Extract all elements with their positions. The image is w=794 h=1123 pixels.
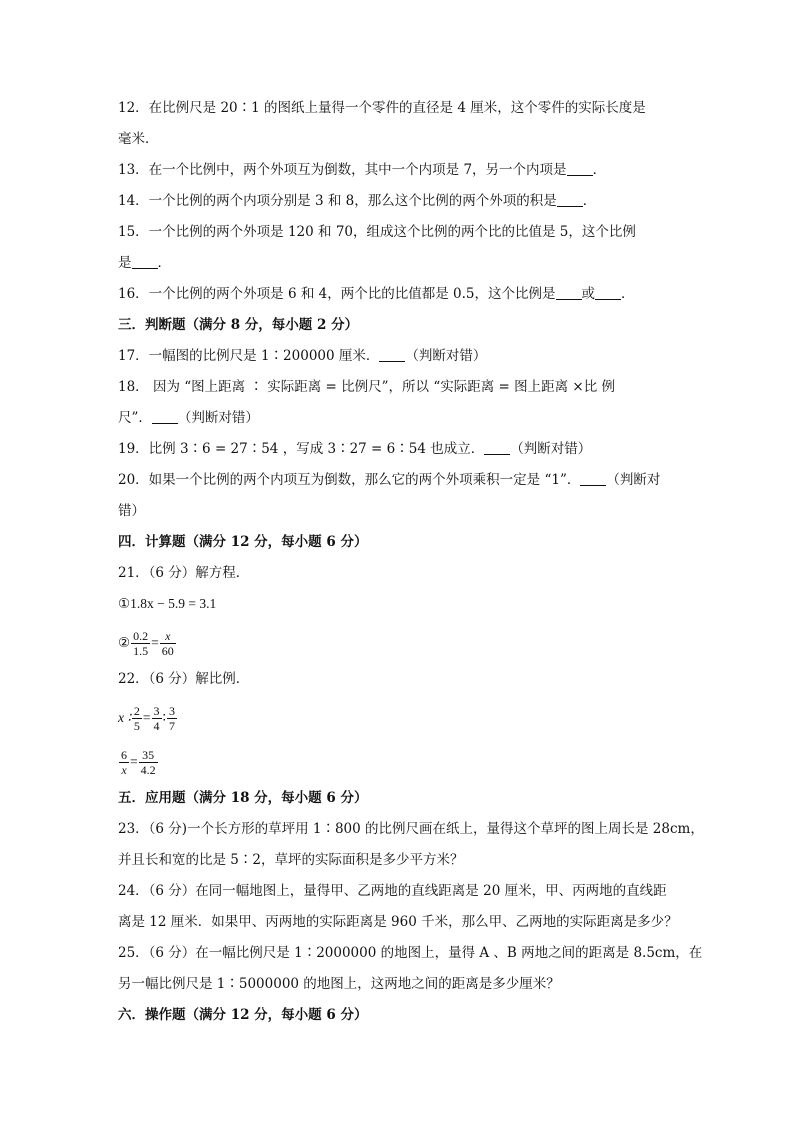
q22-fraction-4 [119, 748, 129, 777]
q19-answer-blank[interactable] [484, 440, 510, 455]
q15-text: 是 [118, 255, 132, 271]
q16-answer-blank-1[interactable] [556, 285, 582, 300]
equals-sign: = [151, 635, 159, 650]
q21-fraction-1 [131, 629, 150, 658]
q17-end: （判断对错） [405, 348, 487, 364]
q23-line1: 23．（6 分)一个长方形的草坪用 1∶800 的比例尺画在纸上，量得这个草坪的图上周长是 28cm， [118, 821, 704, 837]
q17-answer-blank[interactable] [379, 347, 405, 362]
q18-end: （判断对错） [177, 410, 259, 426]
q13-text: 13．在一个比例中，两个外项互为倒数，其中一个内项是 7，另一个内项是 [118, 162, 567, 178]
fraction-denominator: 5 [133, 719, 140, 734]
q16 [118, 284, 678, 304]
q21-equation-1: ①1.8x − 5.9 = 3.1 [118, 596, 217, 611]
fraction-numerator: 3 [169, 704, 176, 719]
q18-answer-blank[interactable] [152, 409, 178, 424]
q20-end: （判断对 [606, 472, 661, 488]
fraction-numerator: x [160, 629, 176, 644]
ratio-colon: ∶ [162, 710, 167, 725]
q22-x-colon: x ∶ [118, 710, 131, 725]
fraction-numerator: 3 [153, 704, 160, 719]
q17 [118, 346, 678, 366]
section-5-heading: 五．应用题（满分 18 分，每小题 6 分） [118, 790, 368, 806]
q19-text: 19．比例 3∶6 = 27∶54 ，写成 3∶27 = 6∶54 也成立． [118, 441, 485, 457]
q21-title: 21．（6 分）解方程． [118, 565, 250, 581]
q13-answer-blank[interactable] [567, 161, 593, 176]
q23-line2: 并且长和宽的比是 5∶2，草坪的实际面积是多少平方米？ [118, 852, 464, 868]
q14-end: ． [582, 193, 597, 209]
q18-text: 尺”． [118, 410, 152, 426]
fraction-denominator: 1.5 [133, 644, 149, 659]
q16-end: ． [621, 286, 635, 302]
q15-answer-blank[interactable] [132, 254, 158, 269]
q16-answer-blank-2[interactable] [595, 285, 621, 300]
q21-eq2-mark: ② [118, 635, 131, 650]
q15-line1: 15．一个比例的两个外项是 120 和 70，组成这个比例的两个比的比值是 5，这个比例 [118, 224, 636, 240]
q22-fraction-2 [152, 704, 162, 733]
section-6-heading: 六．操作题（满分 12 分，每小题 6 分） [118, 1007, 368, 1023]
q21-equation-2 [118, 625, 678, 661]
q25-line1: 25．（6 分）在一幅比例尺是 1∶2000000 的地图上，量得 A 、B 两地之间的距离是 8.5cm，在 [118, 945, 703, 961]
q22-fraction-1 [132, 704, 142, 733]
fraction-denominator: 4 [153, 719, 160, 734]
fraction-denominator: 4.2 [140, 763, 156, 778]
q15-line2 [118, 253, 678, 273]
q22-title: 22．（6 分）解比例． [118, 671, 250, 687]
q21-fraction-2 [160, 629, 176, 658]
fraction-denominator: 60 [161, 644, 174, 659]
q22-fraction-3 [167, 704, 177, 733]
q22-fraction-5 [139, 748, 158, 777]
q12-line2: 毫米． [118, 131, 159, 147]
q13-end: ． [592, 162, 607, 178]
q19 [118, 439, 678, 459]
section-3-heading: 三．判断题（满分 8 分，每小题 2 分） [118, 317, 359, 333]
q12-line1: 12．在比例尺是 20∶1 的图纸上量得一个零件的直径是 4 厘米，这个零件的实际长度是 [118, 100, 646, 116]
q24-line2: 离是 12 厘米．如果甲、丙两地的实际距离是 960 千米，那么甲、乙两地的实际距离是多少？ [118, 914, 678, 930]
worksheet-page [118, 98, 704, 1036]
q20-text: 20．如果一个比例的两个内项互为倒数，那么它的两个外项乘积一定是 “1”． [118, 472, 581, 488]
q16-text: 16．一个比例的两个外项是 6 和 4，两个比的比值都是 0.5，这个比例是 [118, 286, 556, 302]
fraction-numerator: 6 [121, 748, 127, 763]
q15-end: ． [157, 255, 171, 271]
q20-answer-blank[interactable] [580, 471, 606, 486]
q16-or: 或 [581, 286, 595, 302]
q20-line1 [118, 470, 678, 490]
q22-proportion-2 [118, 744, 678, 780]
q20-line2: 错） [118, 503, 145, 519]
section-4-heading: 四．计算题（满分 12 分，每小题 6 分） [118, 534, 368, 550]
q14 [118, 191, 678, 211]
fraction-numerator: 0.2 [133, 629, 149, 644]
q14-answer-blank[interactable] [557, 192, 583, 207]
fraction-denominator: 7 [169, 719, 176, 734]
q22-proportion-1 [118, 700, 678, 736]
fraction-numerator: 2 [133, 704, 140, 719]
q14-text: 14．一个比例的两个内项分别是 3 和 8，那么这个比例的两个外项的积是 [118, 193, 557, 209]
q18-line2 [118, 408, 678, 428]
q13 [118, 160, 678, 180]
q25-line2: 另一幅比例尺是 1∶5000000 的地图上，这两地之间的距离是多少厘米？ [118, 976, 560, 992]
q19-end: （判断对错） [510, 441, 592, 457]
equals-sign: = [130, 754, 138, 769]
equals-sign: = [142, 710, 151, 725]
q17-text: 17．一幅图的比例尺是 1∶200000 厘米． [118, 348, 380, 364]
fraction-denominator: x [121, 763, 127, 778]
q18-line1: 18． 因为 “图上距离 ∶ 实际距离 = 比例尺”，所以 “实际距离 = 图上距离 ×比 例 [118, 379, 616, 395]
q24-line1: 24．（6 分）在同一幅地图上，量得甲、乙两地的直线距离是 20 厘米，甲、丙两地的直线距 [118, 883, 667, 899]
fraction-numerator: 35 [139, 748, 158, 763]
